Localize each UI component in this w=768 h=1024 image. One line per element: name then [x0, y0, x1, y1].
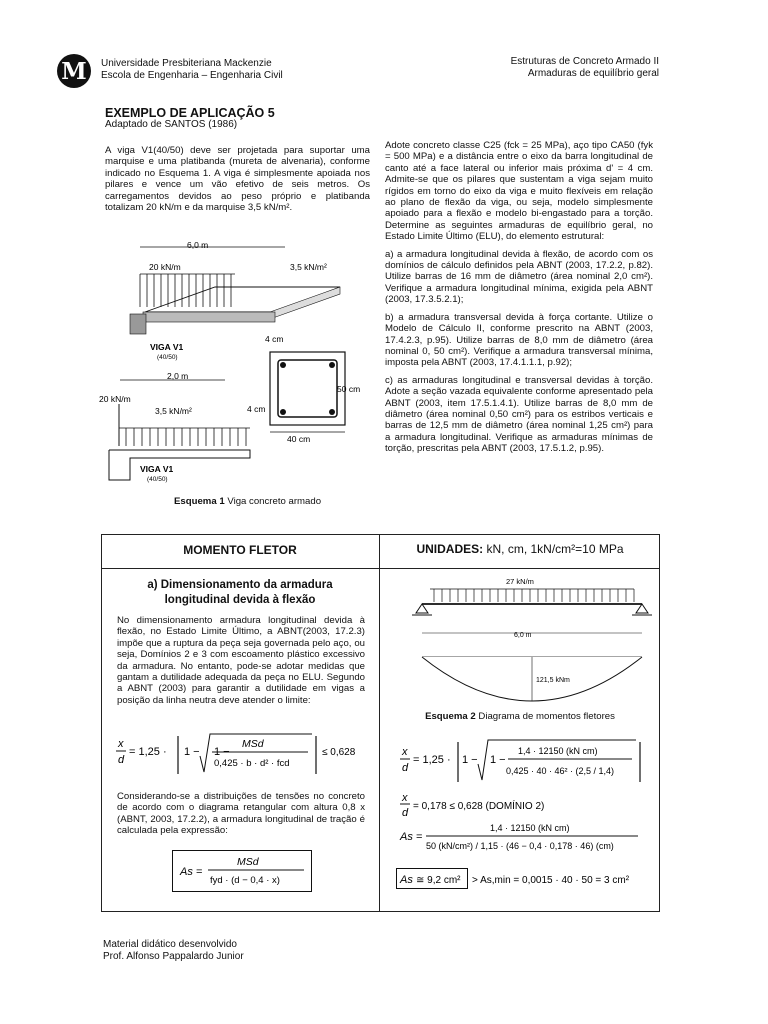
formula-xd-limit — [112, 730, 372, 785]
line-load-label: 20 kN/m — [149, 262, 181, 272]
university-name: Universidade Presbiteriana Mackenzie — [101, 58, 272, 69]
result-as-final — [396, 866, 658, 892]
left-para-2: Considerando-se a distribuições de tensões no concreto de acordo com o diagrama retangular com altura 0,8 x (ABNT, 2003, 17.2.2), a armadura longitudinal de tração é calculada pela expressão: — [117, 791, 365, 837]
height-label: 50 cm — [337, 384, 361, 394]
formula-as — [172, 850, 312, 892]
line-load-label-2: 20 kN/m — [99, 394, 131, 404]
school-name: Escola de Engenharia – Engenharia Civil — [101, 70, 283, 81]
mackenzie-logo: M — [57, 54, 91, 88]
svg-text:= 0,178 ≤ 0,628 (DOMÍNIO 2): = 0,178 ≤ 0,628 (DOMÍNIO 2) — [413, 801, 545, 812]
institution-block — [101, 58, 283, 82]
svg-text:MSd: MSd — [237, 856, 259, 868]
svg-text:d: d — [118, 754, 125, 766]
svg-text:MSd: MSd — [242, 738, 264, 750]
svg-text:As =: As = — [400, 831, 423, 843]
svg-text:≤ 0,628: ≤ 0,628 — [322, 747, 356, 758]
svg-text:= 1,25 ·: = 1,25 · — [413, 754, 451, 766]
svg-text:121,5 kNm: 121,5 kNm — [536, 677, 570, 684]
section-title: a) Dimensionamento da armadura longitudinal devida à flexão — [147, 579, 333, 606]
footer-line-1: Material didático desenvolvido — [103, 939, 237, 950]
scheme1-diagram — [95, 232, 375, 517]
problem-statement — [385, 140, 653, 461]
footer-line-2: Prof. Alfonso Pappalardo Junior — [103, 951, 244, 962]
area-load-label-2: 3,5 kN/m² — [155, 406, 192, 416]
svg-text:d: d — [402, 807, 409, 818]
svg-text:= 1,25 ·: = 1,25 · — [129, 746, 167, 758]
svg-text:0,425 · 40 · 46² · (2,5 / 1,4): 0,425 · 40 · 46² · (2,5 / 1,4) — [506, 766, 615, 776]
svg-text:> As,min = 0,0015 · 40 · 50 =: > As,min = 0,0015 · 40 · 50 = 3 cm² — [472, 875, 630, 886]
footer — [103, 939, 244, 963]
beam-body — [143, 312, 275, 322]
svg-text:fyd · (d − 0,4 · x): fyd · (d − 0,4 · x) — [210, 875, 280, 886]
item-a: a) a armadura longitudinal devida à flexão, de acordo com os domínios de cálculo definidos pela ABNT (2003, 17.2.2, p.82). Utilize barras de 16 mm de diâmetro (área nominal 2,0 cm²). Verifique a armadura longitudinal mínima, exigida pela ABNT (2003, 17.3.5.2.1); — [385, 248, 653, 306]
svg-text:6,0 m: 6,0 m — [514, 632, 532, 639]
topic-name: Armaduras de equilíbrio geral — [527, 68, 659, 79]
cover-top-label: 4 cm — [265, 334, 284, 344]
item-b: b) a armadura transversal devida à força cortante. Utilize o Modelo de Cálculo II, conforme prescrito na ABNT (2003, 17.4.2.3, p.95). Utilize barras de 8,0 mm de diâmetro (área nominal 0, 50 cm²). Verifique a armadura transversal mínima, imposta pela ABNT (2003, 17.4.1.1.1, p.92); — [385, 311, 653, 369]
svg-text:50 (kN/cm²) / 1,15 · (46 − 0,4: 50 (kN/cm²) / 1,15 · (46 − 0,4 · 0,178 · 46) (cm) — [426, 841, 614, 851]
beam-dims: (40/50) — [157, 354, 178, 361]
scheme1-caption: Esquema 1 Viga concreto armado — [174, 496, 322, 507]
svg-text:1,4 · 12150 (kN cm): 1,4 · 12150 (kN cm) — [490, 823, 570, 833]
load-arrows-section — [119, 428, 250, 446]
statement-intro: Adote concreto classe C25 (fck = 25 MPa), aço tipo CA50 (fyk = 500 MPa) e a distância entre o eixo da barra longitudinal de canto até a face lateral ou inferior mais próxima d' = 4 cm. Admite-se que os pilares que sustentam a viga sejam muito rígidos em torno do eixo da viga e muito flexíveis em relação ao plano de flexão da viga, ou seja, modelo simplesmente apoiado para a flexão e modelo bi-engastado para a torção. Determine as seguintes armaduras de equilíbrio geral, no Estado Limite Último (ELU), do elemento estrutural: — [385, 140, 653, 243]
result-as-substitution — [396, 818, 658, 856]
example-title: EXEMPLO DE APLICAÇÃO 5 — [105, 106, 275, 120]
svg-text:1 −: 1 − — [214, 746, 230, 758]
svg-text:x: x — [402, 792, 408, 804]
svg-text:1 −: 1 − — [462, 754, 478, 766]
section-outline — [109, 450, 250, 480]
cover-side-label: 4 cm — [247, 404, 266, 414]
scheme2-caption: Esquema 2 Diagrama de momentos fletores — [425, 711, 615, 722]
svg-text:As =: As = — [180, 866, 203, 878]
svg-text:d: d — [402, 762, 409, 774]
svg-text:27 kN/m: 27 kN/m — [506, 577, 534, 586]
svg-text:0,425 · b · d² · fcd: 0,425 · b · d² · fcd — [214, 758, 290, 769]
beam-label: VIGA V1 — [150, 342, 184, 352]
left-para-1: No dimensionamento armadura longitudinal devida à flexão, no Estado Limite Último, a ABNT(2003, 17.2.3) impõe que a ruptura da peça seja governada pelo aço, ou seja, Domínios 2 e 3 com escoamento plástico excessivo da armadura. No entanto, pode-se adotar medidas que gantam a dutilidade adequada da peça no ELU. Segundo a ABNT (2003) para garantir a dutilidade em vigas a posição da linha neutra deve atender o limite: — [117, 615, 365, 706]
beam-label-2: VIGA V1 — [140, 464, 174, 474]
result-xd-value — [396, 790, 596, 818]
svg-text:x: x — [402, 746, 408, 758]
load-arrows-3d — [140, 274, 235, 307]
beam-dims-2: (40/50) — [147, 476, 168, 483]
support-right — [636, 604, 648, 613]
svg-text:x: x — [118, 738, 124, 750]
support-left — [416, 604, 428, 613]
example-source: Adaptado de SANTOS (1986) — [105, 119, 238, 130]
svg-text:≅ 9,2 cm²: ≅ 9,2 cm² — [416, 875, 461, 886]
svg-text:1,4 · 12150 (kN cm): 1,4 · 12150 (kN cm) — [518, 746, 598, 756]
svg-text:1 −: 1 − — [184, 746, 200, 758]
svg-text:1 −: 1 − — [490, 754, 506, 766]
span-label: 6,0 m — [187, 240, 209, 250]
intro-paragraph: A viga V1(40/50) deve ser projetada para suportar uma marquise e uma platibanda (mureta de alvenaria), conforme indicado no Esquema 1. A viga é simplesmente apoiada nos pilares e vence um vão efetivo de seis metros. Os carregamentos devidos ao peso próprio e platibanda totalizam 20 kN/m e da marquise 3,5 kN/m². — [105, 145, 370, 214]
svg-text:As: As — [400, 874, 413, 886]
result-xd-substitution — [396, 738, 658, 788]
area-load-label: 3,5 kN/m² — [290, 262, 327, 272]
cantilever-label: 2,0 m — [167, 371, 189, 381]
width-label: 40 cm — [287, 434, 311, 444]
course-block — [511, 56, 659, 80]
pillar-left — [130, 314, 146, 334]
item-c: c) as armaduras longitudinal e transversal devidas à torção. Adote a seção vazada equivalente conforme apresentado pela ABNT (2003, item 17.5.1.4.1). Utilize barras de 8,0 mm de diâmetro (área nominal 0,50 cm²) para os estribos verticais e barras de 12,5 mm de diâmetro (área nominal 1,25 cm²) para a armadura longitudinal. Verifique as armaduras mínimas de torção, prescritas pela ABNT (2003, 17.5.1.2, p.95). — [385, 374, 653, 455]
left-header: MOMENTO FLETOR — [183, 543, 297, 557]
right-header: UNIDADES: kN, cm, 1kN/cm²=10 MPa — [416, 542, 624, 556]
scheme2-diagram — [412, 575, 652, 705]
distributed-load-arrows — [430, 589, 634, 602]
course-name: Estruturas de Concreto Armado II — [510, 56, 659, 67]
